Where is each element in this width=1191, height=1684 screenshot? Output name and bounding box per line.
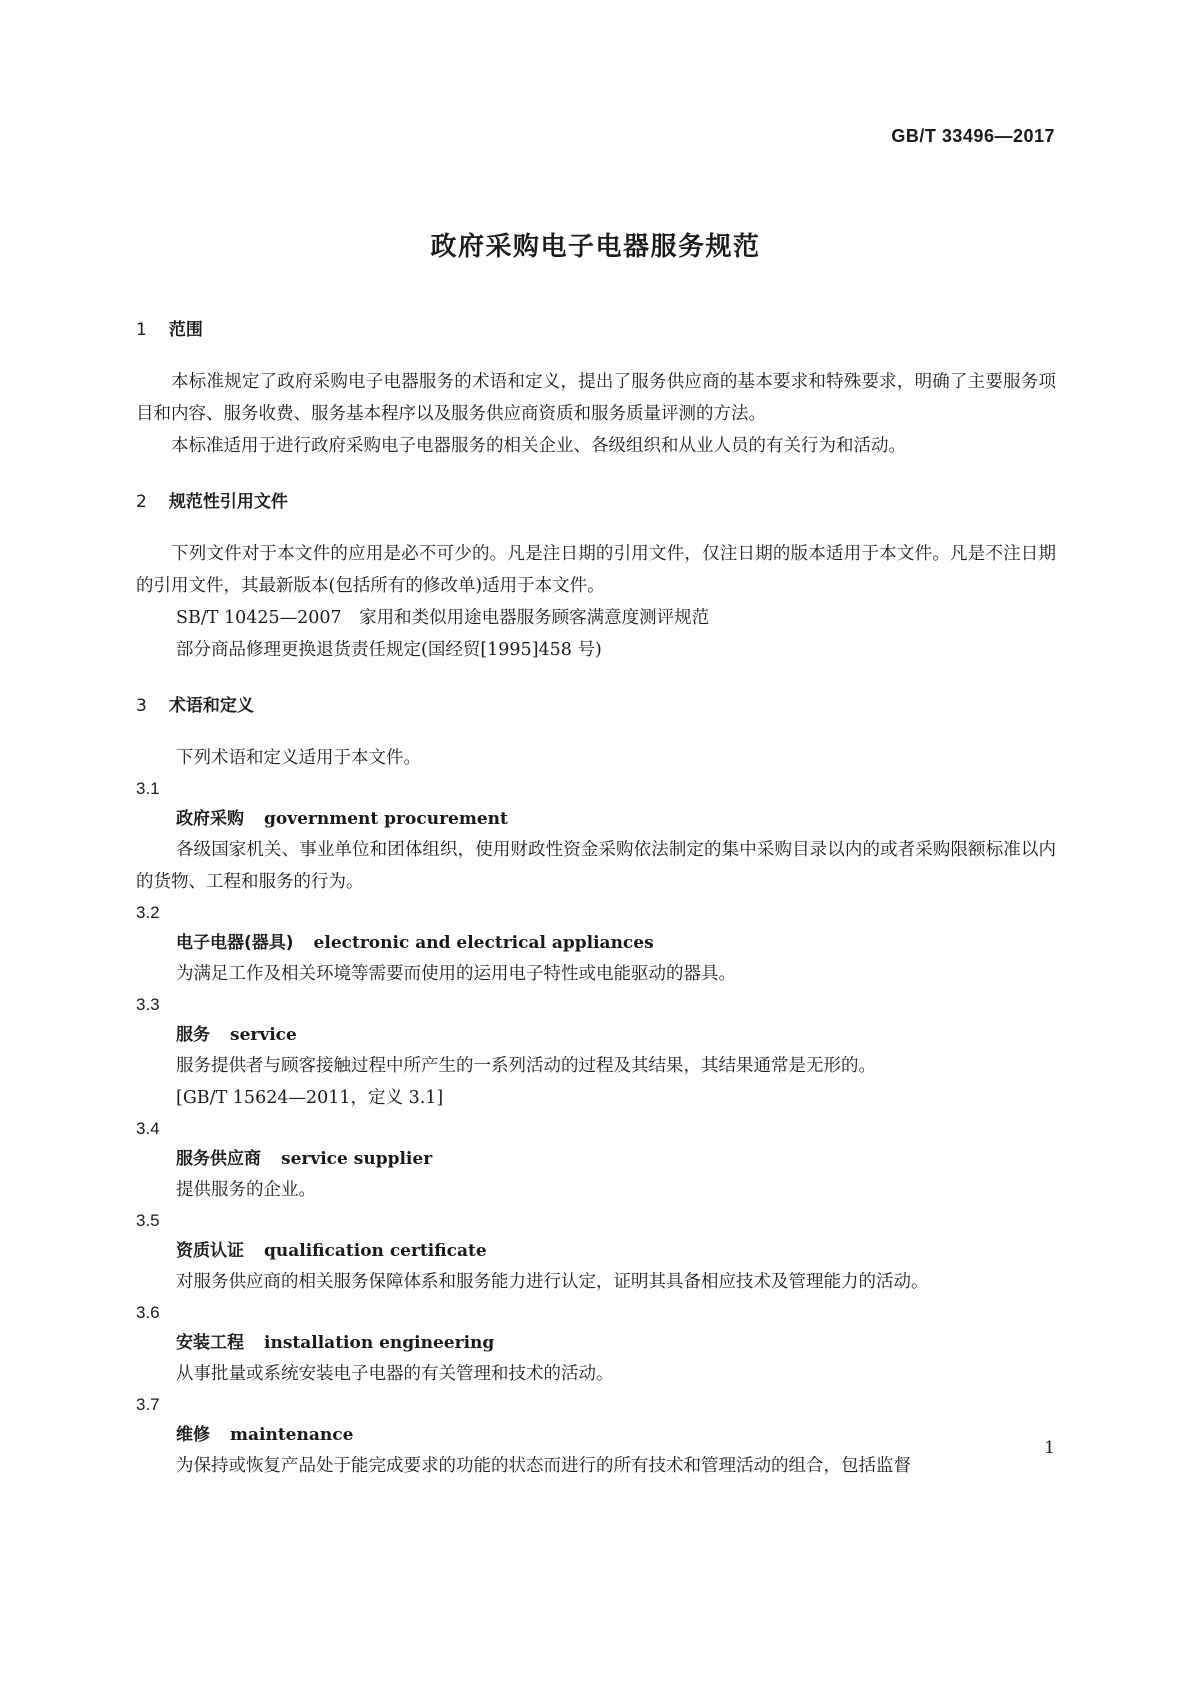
document-body [136, 318, 1056, 1482]
reference-item: 部分商品修理更换退货责任规定(国经贸[1995]458 号) [176, 640, 602, 660]
reference-item: SB/T 10425—2007 家用和类似用途电器服务顾客满意度测评规范 [176, 608, 710, 628]
term-heading [136, 1420, 1056, 1450]
clause-number: 3.4 [136, 1119, 160, 1138]
term-definition: 为满足工作及相关环境等需要而使用的运用电子特性或电能驱动的器具。 [176, 964, 736, 984]
scope-paragraph: 本标准规定了政府采购电子电器服务的术语和定义，提出了服务供应商的基本要求和特殊要求，明确了主要服务项目和内容、服务收费、服务基本程序以及服务供应商资质和服务质量评测的方法。 [136, 372, 1056, 424]
term-definition: 提供服务的企业。 [176, 1180, 316, 1200]
term-definition: 服务提供者与顾客接触过程中所产生的一系列活动的过程及其结果，其结果通常是无形的。 [176, 1056, 876, 1076]
term-en: maintenance [230, 1425, 354, 1445]
section-heading-terms [136, 694, 1056, 718]
section-heading-scope [136, 318, 1056, 342]
term-heading [136, 1328, 1056, 1358]
clause-number: 3.2 [136, 903, 160, 922]
term-en: service supplier [281, 1149, 433, 1169]
scope-paragraph: 本标准适用于进行政府采购电子电器服务的相关企业、各级组织和从业人员的有关行为和活动。 [171, 436, 906, 456]
term-heading [136, 1020, 1056, 1050]
term-heading [136, 928, 1056, 958]
standard-code: GB/T 33496—2017 [891, 126, 1055, 146]
term-heading [136, 804, 1056, 834]
section-number: 3 [136, 696, 147, 716]
term-en: installation engineering [264, 1333, 495, 1353]
clause-number: 3.6 [136, 1303, 160, 1322]
clause-number: 3.5 [136, 1211, 160, 1230]
term-definition: 为保持或恢复产品处于能完成要求的功能的状态而进行的所有技术和管理活动的组合，包括监督 [176, 1456, 911, 1476]
term-source: [GB/T 15624—2011，定义 3.1] [176, 1088, 444, 1108]
section-number: 1 [136, 320, 147, 340]
term-en: government procurement [264, 809, 508, 829]
section-title: 规范性引用文件 [168, 492, 288, 512]
document-title: 政府采购电子电器服务规范 [430, 232, 761, 262]
page-number: 1 [1044, 1438, 1055, 1458]
references-intro: 下列文件对于本文件的应用是必不可少的。凡是注日期的引用文件，仅注日期的版本适用于本文件。凡是不注日期的引用文件，其最新版本(包括所有的修改单)适用于本文件。 [136, 544, 1056, 596]
clause-number: 3.1 [136, 779, 160, 798]
term-definition: 从事批量或系统安装电子电器的有关管理和技术的活动。 [176, 1364, 614, 1384]
clause-number: 3.7 [136, 1395, 160, 1414]
term-zh: 政府采购 [176, 809, 244, 829]
term-heading [136, 1144, 1056, 1174]
term-zh: 服务供应商 [176, 1149, 261, 1169]
term-en: qualification certificate [264, 1241, 487, 1261]
term-zh: 服务 [176, 1025, 210, 1045]
section-title: 范围 [168, 320, 203, 340]
term-heading [136, 1236, 1056, 1266]
term-definition: 对服务供应商的相关服务保障体系和服务能力进行认定，证明其具备相应技术及管理能力的活动。 [176, 1272, 929, 1292]
section-number: 2 [136, 492, 147, 512]
term-zh: 安装工程 [176, 1333, 244, 1353]
clause-number: 3.3 [136, 995, 160, 1014]
terms-intro: 下列术语和定义适用于本文件。 [176, 748, 421, 768]
term-zh: 电子电器(器具) [176, 933, 294, 953]
term-zh: 维修 [176, 1425, 210, 1445]
term-zh: 资质认证 [176, 1241, 244, 1261]
term-definition: 各级国家机关、事业单位和团体组织，使用财政性资金采购依法制定的集中采购目录以内的或者采购限额标准以内的货物、工程和服务的行为。 [136, 840, 1056, 892]
term-en: service [230, 1025, 297, 1045]
section-heading-normative-references [136, 490, 1056, 514]
term-en: electronic and electrical appliances [313, 933, 654, 953]
section-title: 术语和定义 [168, 696, 254, 716]
